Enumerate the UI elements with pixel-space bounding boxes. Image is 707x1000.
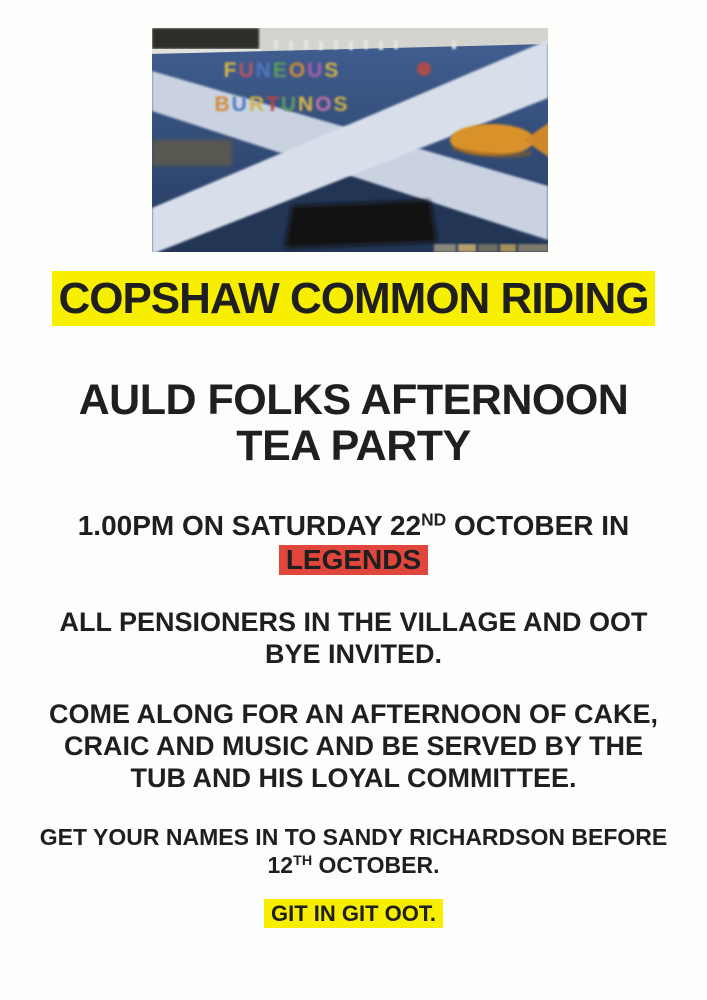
description-line1: COME ALONG FOR AN AFTERNOON OF CAKE, <box>49 699 658 729</box>
when-block <box>0 509 707 576</box>
craft-letters-row1: FUNEOUS <box>223 59 341 82</box>
grey-patch <box>152 140 232 166</box>
invite-line1: ALL PENSIONERS IN THE VILLAGE AND OOT <box>59 607 648 637</box>
event-heading-line1: AULD FOLKS AFTERNOON <box>78 376 629 424</box>
dark-object <box>285 200 437 248</box>
red-blob <box>417 62 431 76</box>
page-title: COPSHAW COMMON RIDING <box>52 271 654 326</box>
description-block <box>0 698 707 794</box>
bottom-edge-strip <box>434 244 548 252</box>
rsvp-block <box>0 823 707 879</box>
title-row <box>0 271 707 326</box>
venue-row <box>0 542 707 576</box>
description-line3: TUB AND HIS LOYAL COMMITTEE. <box>130 763 577 793</box>
ordinal-superscript: TH <box>293 853 313 870</box>
craft-letters-row2: BURTUNOS <box>214 93 350 116</box>
event-heading <box>0 377 707 469</box>
venue-highlight: LEGENDS <box>279 545 428 575</box>
event-heading-line2: TEA PARTY <box>236 422 471 470</box>
description-line2: CRAIC AND MUSIC AND BE SERVED BY THE <box>63 731 644 761</box>
saltire-flag-graphic <box>152 28 548 252</box>
ordinal-superscript: ND <box>421 509 447 530</box>
when-line: 1.00PM ON SATURDAY 22ND OCTOBER IN <box>77 509 630 541</box>
footer-highlight: GIT IN GIT OOT. <box>264 899 443 928</box>
invite-block <box>0 606 707 670</box>
invite-line2: BYE INVITED. <box>264 639 443 669</box>
rsvp-line1: GET YOUR NAMES IN TO SANDY RICHARDSON BEFORE <box>39 824 668 850</box>
footer-row <box>0 899 707 928</box>
flag-photo <box>152 28 548 252</box>
rsvp-line2: 12TH OCTOBER. <box>267 852 440 878</box>
dark-ledge <box>152 28 259 49</box>
